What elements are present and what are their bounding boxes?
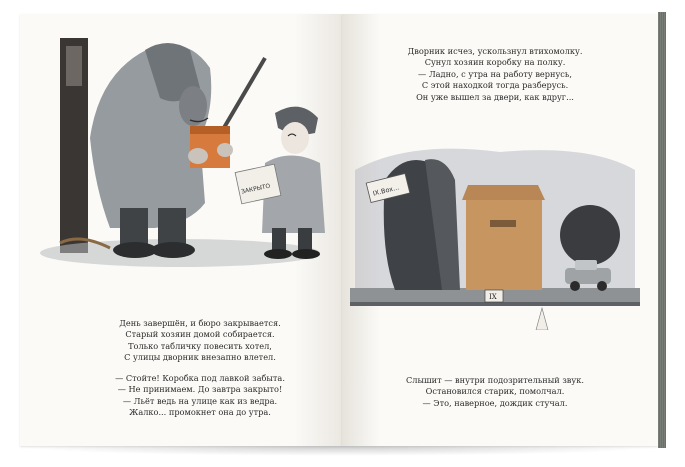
left-stanza-2	[90, 373, 310, 419]
text-line: С улицы дворник внезапно влетел.	[124, 352, 276, 363]
text-line: Он уже вышел за двери, как вдруг...	[416, 91, 574, 102]
cardboard-box	[466, 200, 542, 290]
text-line: Сунул хозяин коробку на полку.	[424, 57, 566, 68]
text-line: — Стойте! Коробка под лавкой забыта.	[115, 373, 285, 383]
bowling-ball	[560, 205, 620, 265]
right-illustration-svg	[350, 140, 640, 330]
text-line: Слышит — внутри подозрительный звук.	[406, 375, 584, 385]
text-line: — Не принимаем. До завтра закрыто!	[117, 384, 283, 395]
text-line: — Льёт ведь на улице как из ведра.	[122, 395, 278, 406]
text-line: — Это, наверное, дождик стучал.	[422, 397, 568, 408]
text-line: Остановился старик, помолчал.	[425, 386, 565, 397]
text-line: Только табличку повесить хотел,	[128, 340, 272, 351]
left-stanza-1	[90, 318, 310, 364]
text-line: С этой находкой тогда разберусь.	[421, 80, 569, 91]
closed-sign-text: ЗАКРЫТО	[240, 182, 271, 196]
text-line: Старый хозяин домой собирается.	[125, 329, 275, 340]
shelf-label-text: IX	[489, 293, 497, 301]
shelf-with-box-illustration	[350, 140, 640, 330]
luggage-tag-text: IX.Box...	[371, 183, 400, 198]
page-edges	[658, 12, 666, 448]
text-line: — Ладно, с утра на работу вернусь,	[418, 68, 572, 79]
left-illustration-svg	[40, 28, 340, 268]
right-stanza-2	[350, 375, 640, 409]
text-line: День завершён, и бюро закрывается.	[119, 318, 281, 328]
text-line: Жалко... промокнет она до утра.	[129, 407, 271, 418]
right-stanza-1	[350, 46, 640, 103]
janitor-and-old-man-illustration	[40, 28, 340, 268]
text-line: Дворник исчез, ускользнул втихомолку.	[407, 46, 583, 56]
